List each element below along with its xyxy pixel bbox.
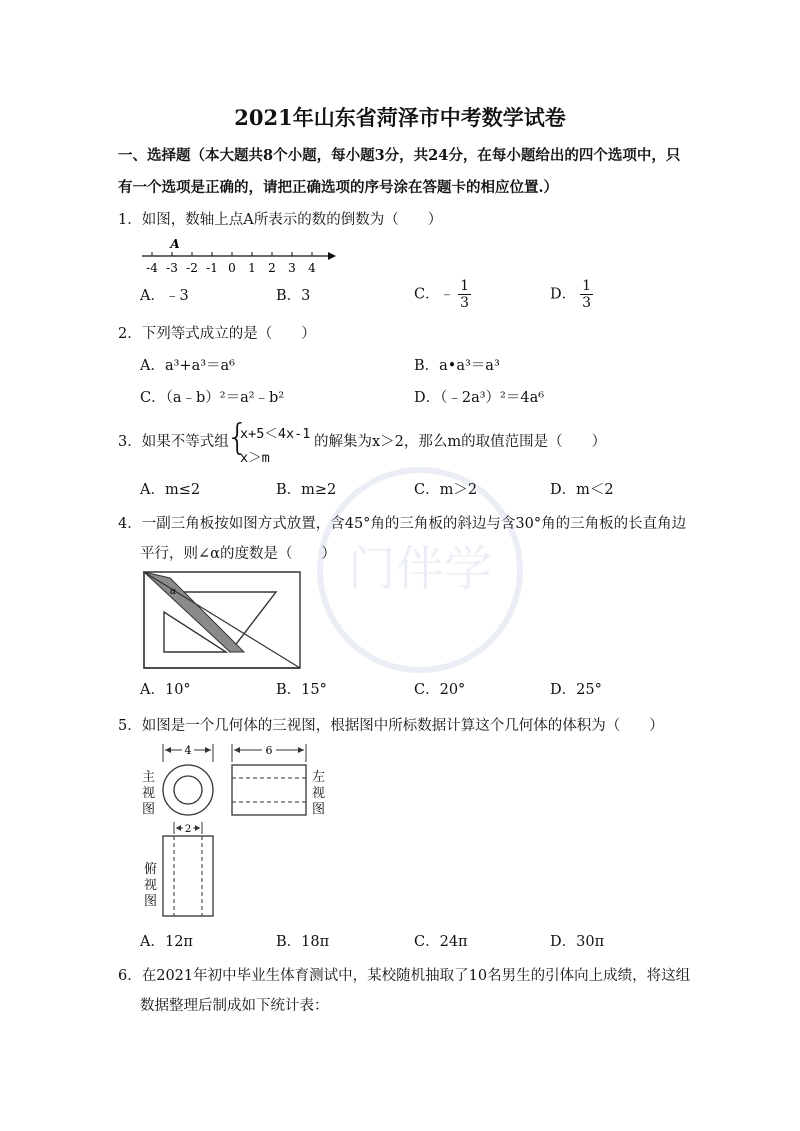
q3-option-a: A．m≤2 — [140, 482, 201, 498]
number-line-tick-label: 3 — [288, 261, 296, 275]
q2-option-a: A．a³+a³＝a⁶ — [140, 358, 235, 374]
q4-option-a: A．10° — [140, 682, 191, 698]
front-view-label: 主 视 图 — [142, 770, 156, 817]
q4-option-b: B．15° — [276, 682, 327, 698]
q4-line1: 4．一副三角板按如图方式放置，含45°角的三角板的斜边与含30°角的三角板的长直角边 — [118, 516, 687, 532]
q3-inequality-1: x+5＜4x-1 — [240, 426, 311, 442]
q3-prefix: 3．如果不等式组 — [118, 434, 229, 450]
q5-option-c: C．24π — [414, 934, 468, 950]
q3-option-d: D．m＜2 — [550, 482, 614, 498]
q3-suffix: 的解集为x＞2，那么m的取值范围是（ ） — [314, 434, 607, 450]
q3-option-b: B．m≥2 — [276, 482, 337, 498]
q2-option-c: C．（a﹣b）²＝a²﹣b² — [140, 390, 285, 406]
side-view-label: 左 视 图 — [312, 770, 326, 817]
top-view-label: 俯 视 图 — [144, 862, 158, 909]
q1-option-b: B．3 — [276, 288, 311, 304]
q5-option-a: A．12π — [140, 934, 193, 950]
q1-stem: 1．如图，数轴上点A所表示的数的倒数为（ ） — [118, 212, 443, 228]
dim-side-label: 6 — [265, 744, 273, 757]
number-line-tick-label: 0 — [228, 261, 236, 275]
dim-front-label: 4 — [184, 744, 192, 757]
dim-top-label: 2 — [184, 824, 192, 835]
q1-option-a: A．﹣3 — [140, 288, 189, 304]
number-line-tick-label: 1 — [248, 261, 256, 275]
number-line-tick-label: -3 — [166, 261, 178, 275]
number-line-tick-label: -2 — [186, 261, 198, 275]
q2-stem: 2．下列等式成立的是（ ） — [118, 326, 316, 342]
number-line-tick-label: 4 — [308, 261, 316, 275]
q1-option-c: C．﹣ $\frac{1}{3}$ — [414, 278, 470, 311]
q4-option-c: C．20° — [414, 682, 466, 698]
q3-option-c: C．m＞2 — [414, 482, 478, 498]
q1-option-d: D． $\frac{1}{3}$ — [550, 278, 592, 311]
q6-line2: 数据整理后制成如下统计表： — [140, 998, 329, 1014]
q3-inequality-2: x＞m — [240, 450, 270, 466]
number-line-tick-label: -4 — [146, 261, 158, 275]
number-line-tick-label: 2 — [268, 261, 276, 275]
q5-option-d: D．30π — [550, 934, 605, 950]
number-line-figure — [138, 234, 338, 278]
q6-line1: 6．在2021年初中毕业生体育测试中，某校随机抽取了10名男生的引体向上成绩，将这组 — [118, 968, 691, 984]
section-heading: 一、选择题（本大题共8个小题，每小题3分，共24分，在每小题给出的四个选项中，只 有一个选项是正确的，请把正确选项的序号涂在答题卡的相应位置.） — [118, 147, 681, 196]
q4-option-d: D．25° — [550, 682, 602, 698]
alpha-label: α — [170, 587, 177, 597]
triangle-rulers-figure — [140, 568, 304, 672]
q2-option-b: B．a•a³＝a³ — [414, 358, 500, 374]
q4-line2: 平行，则∠α的度数是（ ） — [140, 546, 336, 562]
brace-glyph: { — [226, 417, 249, 458]
number-line-tick-label: -1 — [206, 261, 218, 275]
page-title: 2021年山东省菏泽市中考数学试卷 — [234, 105, 566, 130]
watermark-text: 门伴学 — [347, 541, 493, 597]
point-a-label: A — [170, 237, 180, 251]
q5-option-b: B．18π — [276, 934, 330, 950]
q5-stem: 5．如图是一个几何体的三视图，根据图中所标数据计算这个几何体的体积为（ ） — [118, 718, 664, 734]
three-views-figure — [140, 740, 340, 920]
q2-option-d: D．（﹣2a³）²＝4a⁶ — [414, 390, 545, 406]
